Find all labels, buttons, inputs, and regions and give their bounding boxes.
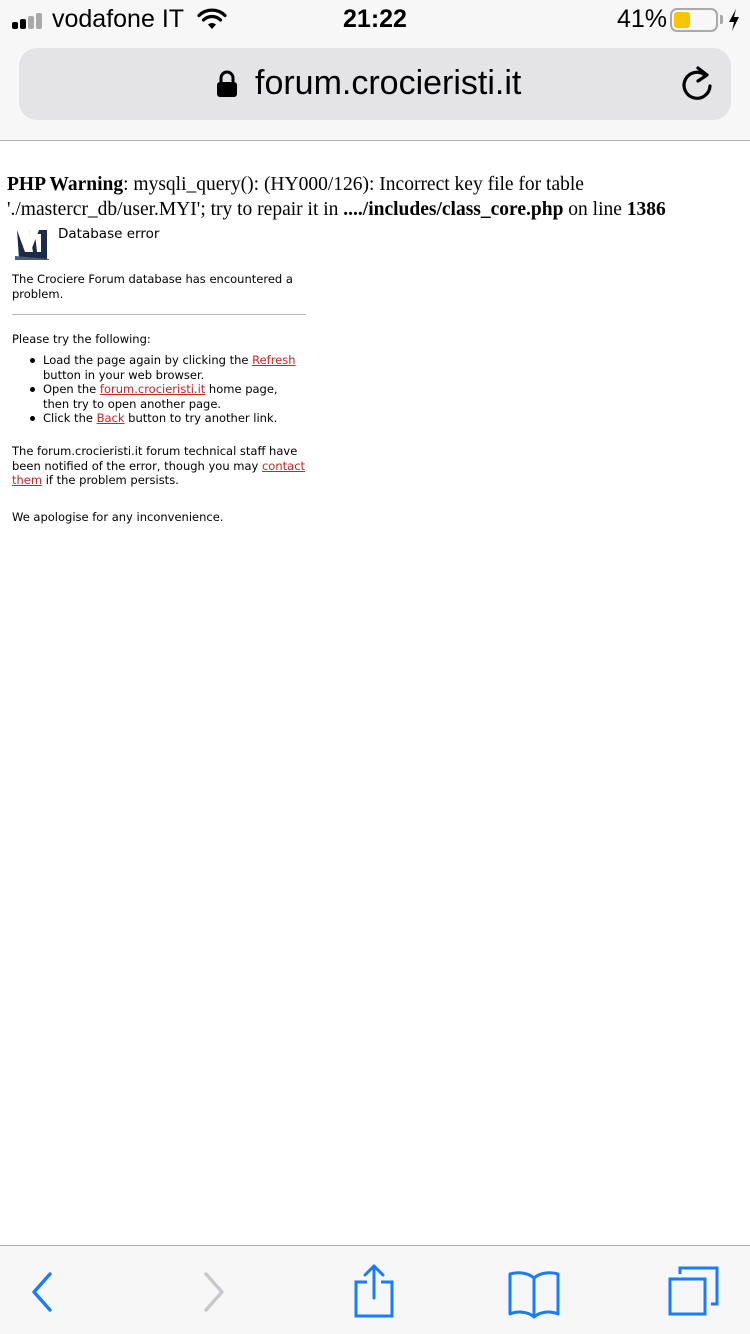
list-item-text: Open the	[43, 382, 100, 396]
site-logo-icon	[15, 226, 49, 260]
php-warning	[7, 172, 743, 222]
url-field[interactable]	[19, 48, 731, 120]
php-warning-label: PHP Warning	[7, 174, 124, 195]
url-text[interactable]: forum.crocieristi.it	[255, 64, 522, 102]
forward-icon[interactable]	[194, 1264, 230, 1320]
php-warning-message: : mysqli_query(): (HY000/126): Incorrect key file for table './mastercr_db/user.MYI'; try to repair it in	[7, 174, 584, 220]
list-item-text: Click the	[43, 411, 97, 425]
battery-percent: 41%	[617, 5, 668, 33]
staff-note	[12, 444, 306, 488]
battery-icon	[670, 8, 718, 32]
battery-tip	[720, 15, 723, 24]
list-item-text: button in your web browser.	[43, 367, 205, 382]
address-bar	[0, 40, 750, 141]
back-icon[interactable]	[26, 1264, 62, 1320]
list-item	[12, 382, 306, 411]
bookmarks-icon[interactable]	[507, 1264, 561, 1320]
status-bar	[0, 0, 750, 40]
list-item-text: home page, then try to open another page.	[43, 382, 278, 411]
back-link[interactable]: Back	[96, 411, 125, 425]
error-title: Database error	[58, 226, 160, 242]
carrier-name: vodafone IT	[52, 5, 185, 33]
tabs-icon[interactable]	[667, 1264, 721, 1320]
list-item-text: Load the page again by clicking the	[43, 353, 253, 367]
suggestion-list	[12, 353, 306, 426]
divider	[12, 314, 306, 315]
error-intro: The Crociere Forum database has encountered a problem.	[12, 272, 293, 301]
battery-level-fill	[674, 12, 690, 28]
share-icon[interactable]	[352, 1264, 396, 1320]
bottom-toolbar	[0, 1245, 750, 1334]
charging-bolt-icon	[727, 8, 741, 32]
list-item	[12, 411, 306, 426]
php-warning-line-number: 1386	[626, 199, 666, 220]
web-page	[0, 142, 750, 1245]
list-item-text: button to try another link.	[124, 411, 278, 425]
status-time: 21:22	[343, 5, 407, 33]
staff-note-text: The forum.crocieristi.it forum technical staff have been notified of the error, though you may	[12, 444, 298, 473]
staff-note-text: if the problem persists.	[42, 473, 179, 487]
refresh-link[interactable]: Refresh	[252, 353, 296, 367]
apology-text: We apologise for any inconvenience.	[12, 510, 224, 524]
list-item	[12, 353, 306, 382]
php-warning-line-label: on line	[563, 199, 627, 220]
try-heading: Please try the following:	[12, 332, 151, 346]
contact-link[interactable]: contact them	[12, 458, 306, 487]
reload-icon[interactable]	[679, 65, 715, 103]
home-page-link[interactable]: forum.crocieristi.it	[99, 382, 206, 396]
lock-icon	[216, 70, 238, 98]
php-warning-file: ..../includes/class_core.php	[343, 199, 564, 220]
